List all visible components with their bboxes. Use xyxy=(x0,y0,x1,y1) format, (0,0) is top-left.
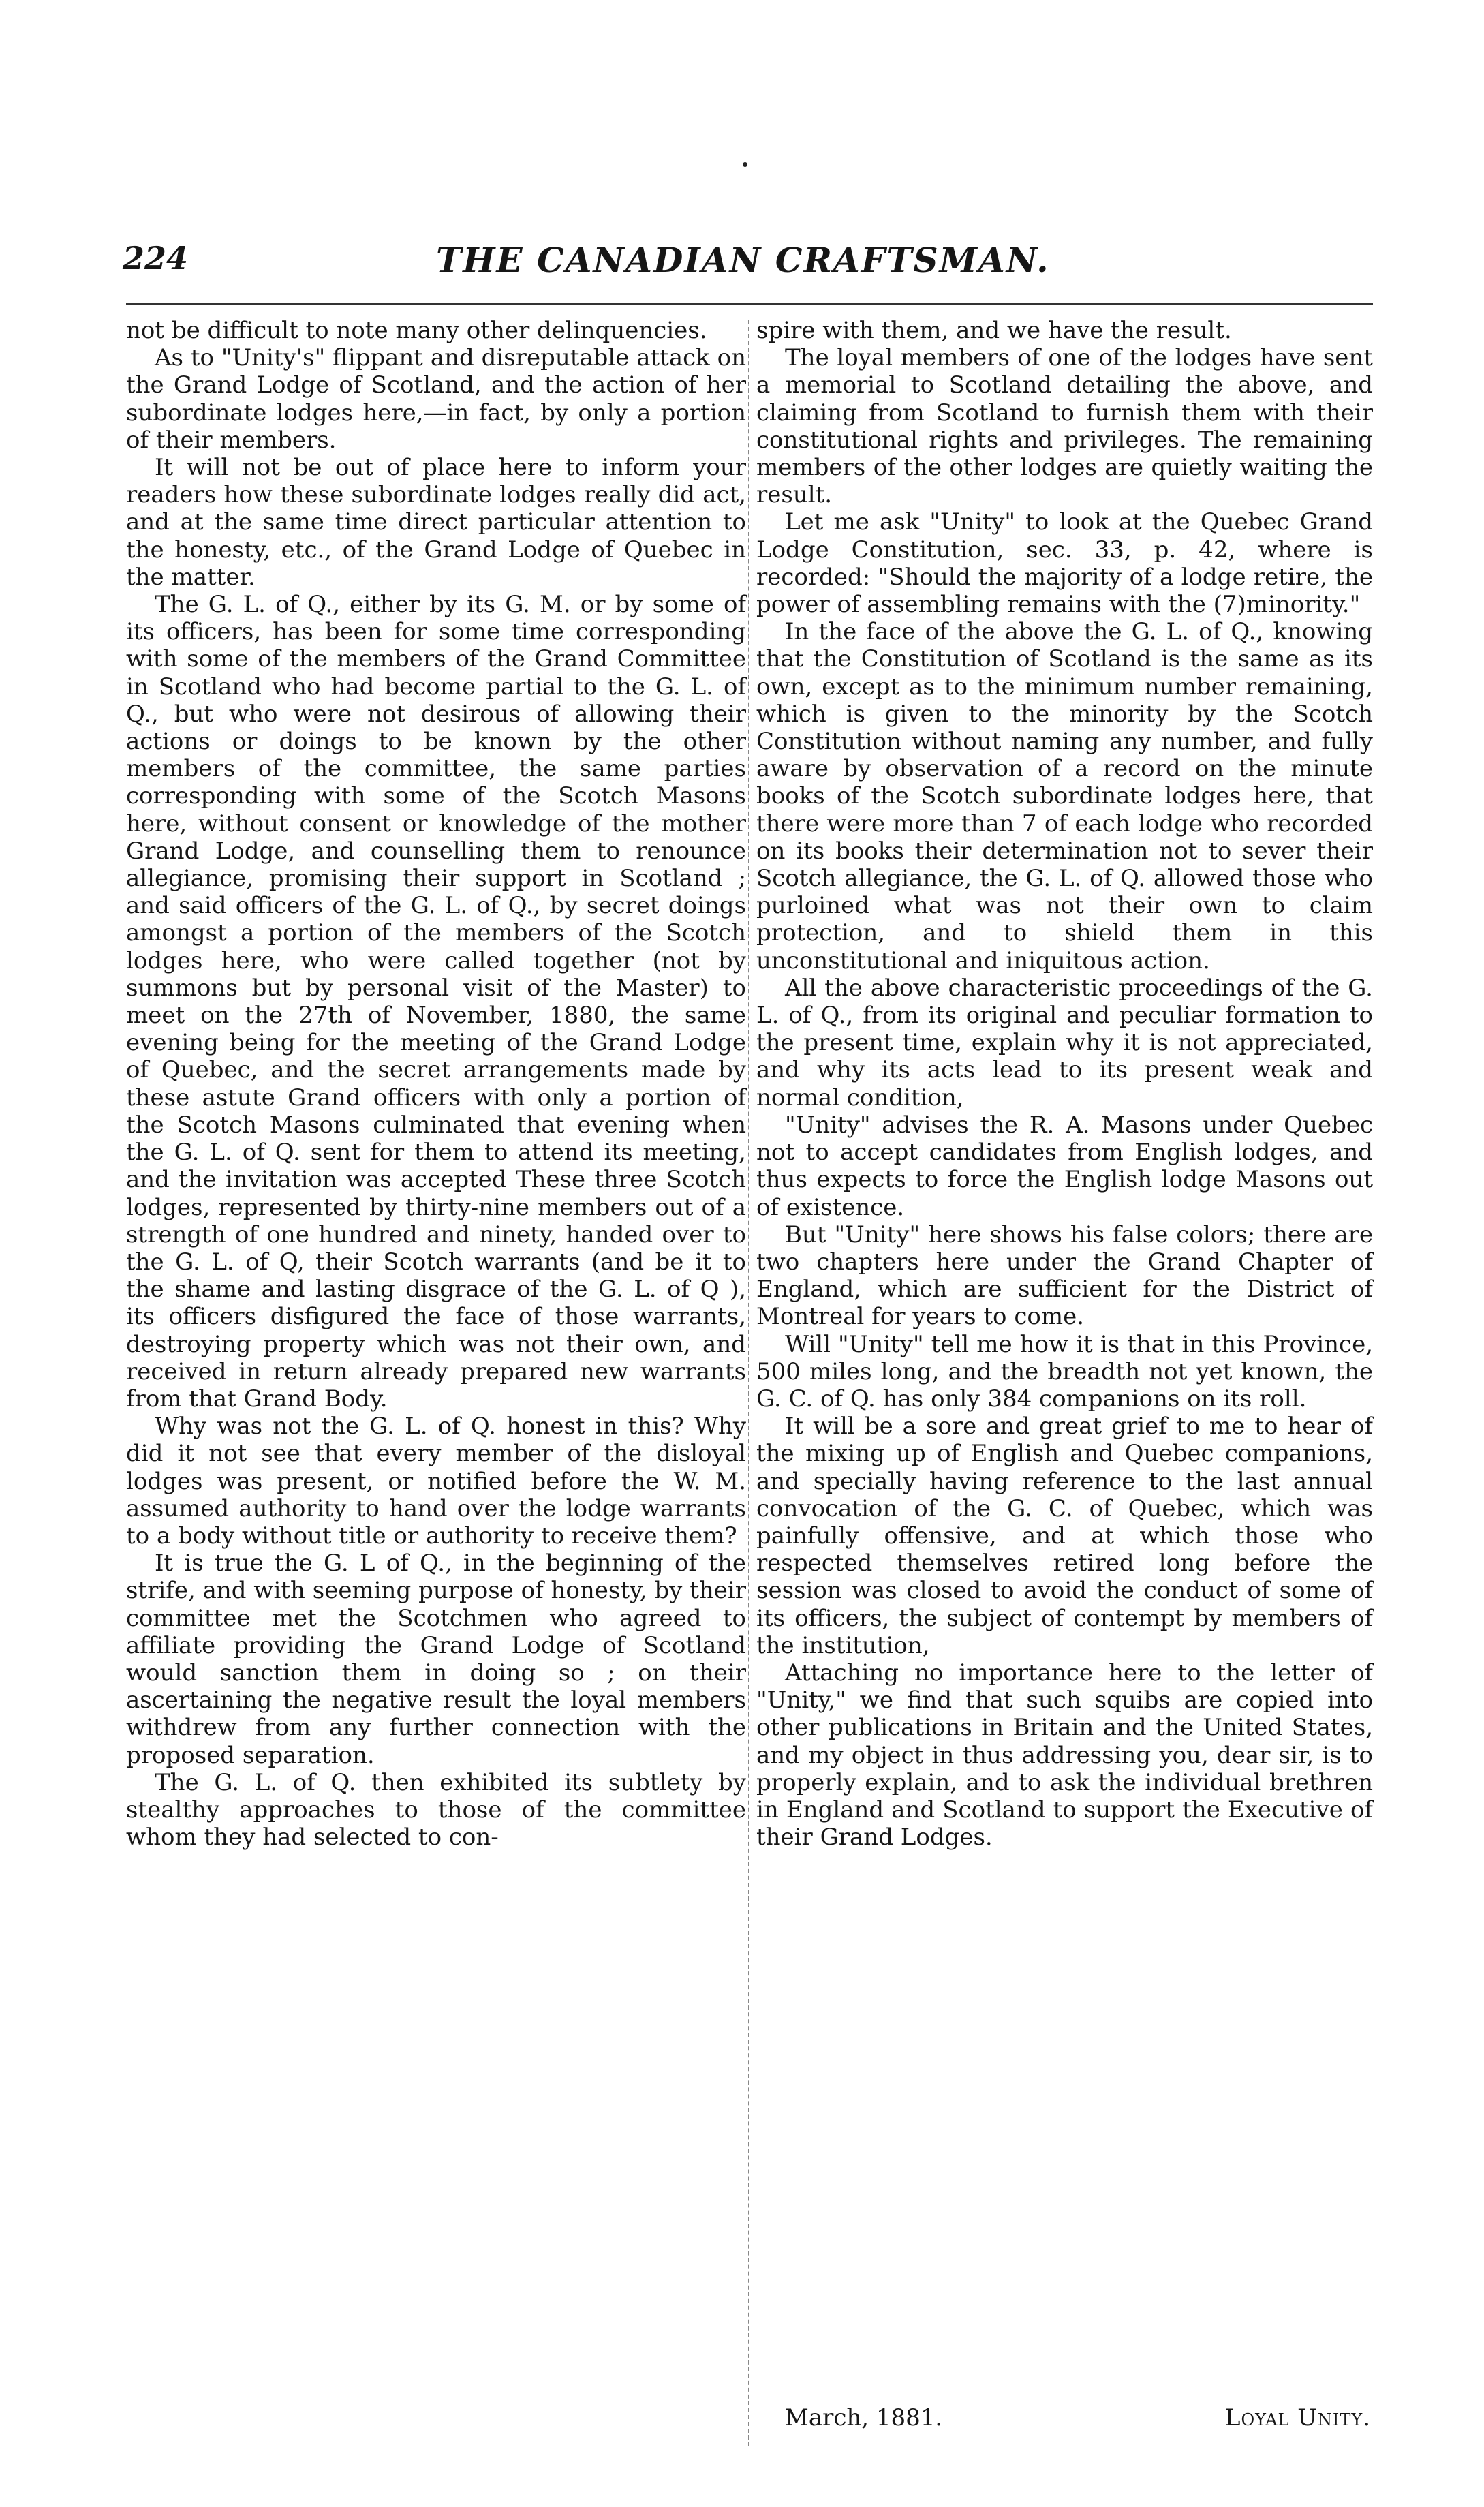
paragraph: The loyal members of one of the lodges have sent a memorial to Scotland detailing the above, and claiming from Scotland to furnish them with their constitutional rights and privileges. The remaining members of the other lodges are quietly waiting the result. xyxy=(756,344,1373,509)
page-header xyxy=(123,240,1363,281)
running-title: THE CANADIAN CRAFTSMAN. xyxy=(436,240,1050,280)
paragraph: All the above characteristic proceedings of the G. L. of Q., from its original and peculiar formation to the present time, explain why it is not appreciated, and why its acts lead to its present weak and normal condition, xyxy=(756,974,1373,1111)
paragraph: spire with them, and we have the result. xyxy=(756,317,1232,344)
paragraph: "Unity" advises the R. A. Masons under Quebec not to accept candidates from English lodges, and thus expects to force the English lodge Masons out of existence. xyxy=(756,1111,1373,1221)
paragraph: not be difficult to note many other delinquencies. xyxy=(126,317,707,344)
paragraph: Let me ask "Unity" to look at the Quebec Grand Lodge Constitution, sec. 33, p. 42, where is recorded: "Should the majority of a lodge retire, the power of assembling remains with the (7)minority." xyxy=(756,508,1373,619)
paragraph: As to "Unity's" flippant and disreputable attack on the Grand Lodge of Scotland, and the action of her subordinate lodges here,—in fact, by only a portion of their members. xyxy=(126,344,746,454)
paragraph: It is true the G. L of Q., in the beginning of the strife, and with seeming purpose of honesty, by their committee met the Scotchmen who agreed to affiliate providing the Grand Lodge of Scotland would sanction them in doing so ; on their ascertaining the negative result the loyal members withdrew from any further connection with the proposed separation. xyxy=(126,1550,746,1769)
paragraph: The G. L. of Q. then exhibited its subtlety by stealthy approaches to those of the committee whom they had selected to con- xyxy=(126,1768,746,1851)
ink-speck xyxy=(743,162,747,167)
paragraph: It will not be out of place here to inform your readers how these subordinate lodges really did act, and at the same time direct particular attention to the honesty, etc., of the Grand Lodge of Quebec in the matter. xyxy=(126,454,746,591)
left-column xyxy=(126,317,746,1851)
paragraph: The G. L. of Q., either by its G. M. or by some of its officers, has been for some time corresponding with some of the members of the Grand Committee in Scotland who had become partial to the G. L. of Q., but who were not desirous of allowing their actions or doings to be known by the other members of the committee, the same parties corresponding with some of the Scotch Masons here, without consent or knowledge of the mother Grand Lodge, and counselling them to renounce allegiance, promising their support in Scotland ; and said officers of the G. L. of Q., by secret doings amongst a portion of the members of the Scotch lodges here, who were called together (not by summons but by personal visit of the Master) to meet on the 27th of November, 1880, the same evening being for the meeting of the Grand Lodge of Quebec, and the secret arrangements made by these astute Grand officers with only a portion of the Scotch Masons culminated that evening when the G. L. of Q. sent for them to attend its meeting, and the invitation was accepted These three Scotch lodges, represented by thirty-nine members out of a strength of one hundred and ninety, handed over to the G. L. of Q, their Scotch warrants (and be it to the shame and lasting disgrace of the G. L. of Q ), its officers disfigured the face of those warrants, destroying property which was not their own, and received in return already prepared new warrants from that Grand Body. xyxy=(126,591,746,1413)
header-rule xyxy=(126,303,1373,305)
paragraph: In the face of the above the G. L. of Q., knowing that the Constitution of Scotland is the same as its own, except as to the minimum number remaining, which is given to the minority by the Scotch Constitution without naming any number, and fully aware by observation of a record on the minute books of the Scotch subordinate lodges here, that there were more than 7 of each lodge who recorded on its books their determination not to sever their Scotch allegiance, the G. L. of Q. allowed those who purloined what was not their own to claim protection, and to shield them in this unconstitutional and iniquitous action. xyxy=(756,618,1373,974)
right-column xyxy=(756,317,1373,1851)
letter-date: March, 1881. xyxy=(785,2404,943,2431)
paragraph: It will be a sore and great grief to me to hear of the mixing up of English and Quebec companions, and specially having reference to the last annual convocation of the G. C. of Quebec, which was painfully offensive, and at which those who respected themselves retired long before the session was closed to avoid the conduct of some of its officers, the subject of contempt by members of the institution, xyxy=(756,1413,1373,1659)
paragraph: Why was not the G. L. of Q. honest in this? Why did it not see that every member of the disloyal lodges was present, or notified before the W. M. assumed authority to hand over the lodge warrants to a body without title or authority to receive them? xyxy=(126,1413,746,1550)
column-divider xyxy=(748,320,749,2446)
page-number: 224 xyxy=(123,240,189,277)
paragraph: But "Unity" here shows his false colors; there are two chapters here under the Grand Chapter of England, which are sufficient for the District of Montreal for years to come. xyxy=(756,1220,1373,1331)
letter-signature: Loyal Unity. xyxy=(1224,2404,1371,2431)
paragraph: Will "Unity" tell me how it is that in this Province, 500 miles long, and the breadth not yet known, the G. C. of Q. has only 384 companions on its roll. xyxy=(756,1330,1373,1413)
paragraph: Attaching no importance here to the letter of "Unity," we find that such squibs are copied into other publications in Britain and the United States, and my object in thus addressing you, dear sir, is to properly explain, and to ask the individual brethren in England and Scotland to support the Executive of their Grand Lodges. xyxy=(756,1659,1373,1851)
